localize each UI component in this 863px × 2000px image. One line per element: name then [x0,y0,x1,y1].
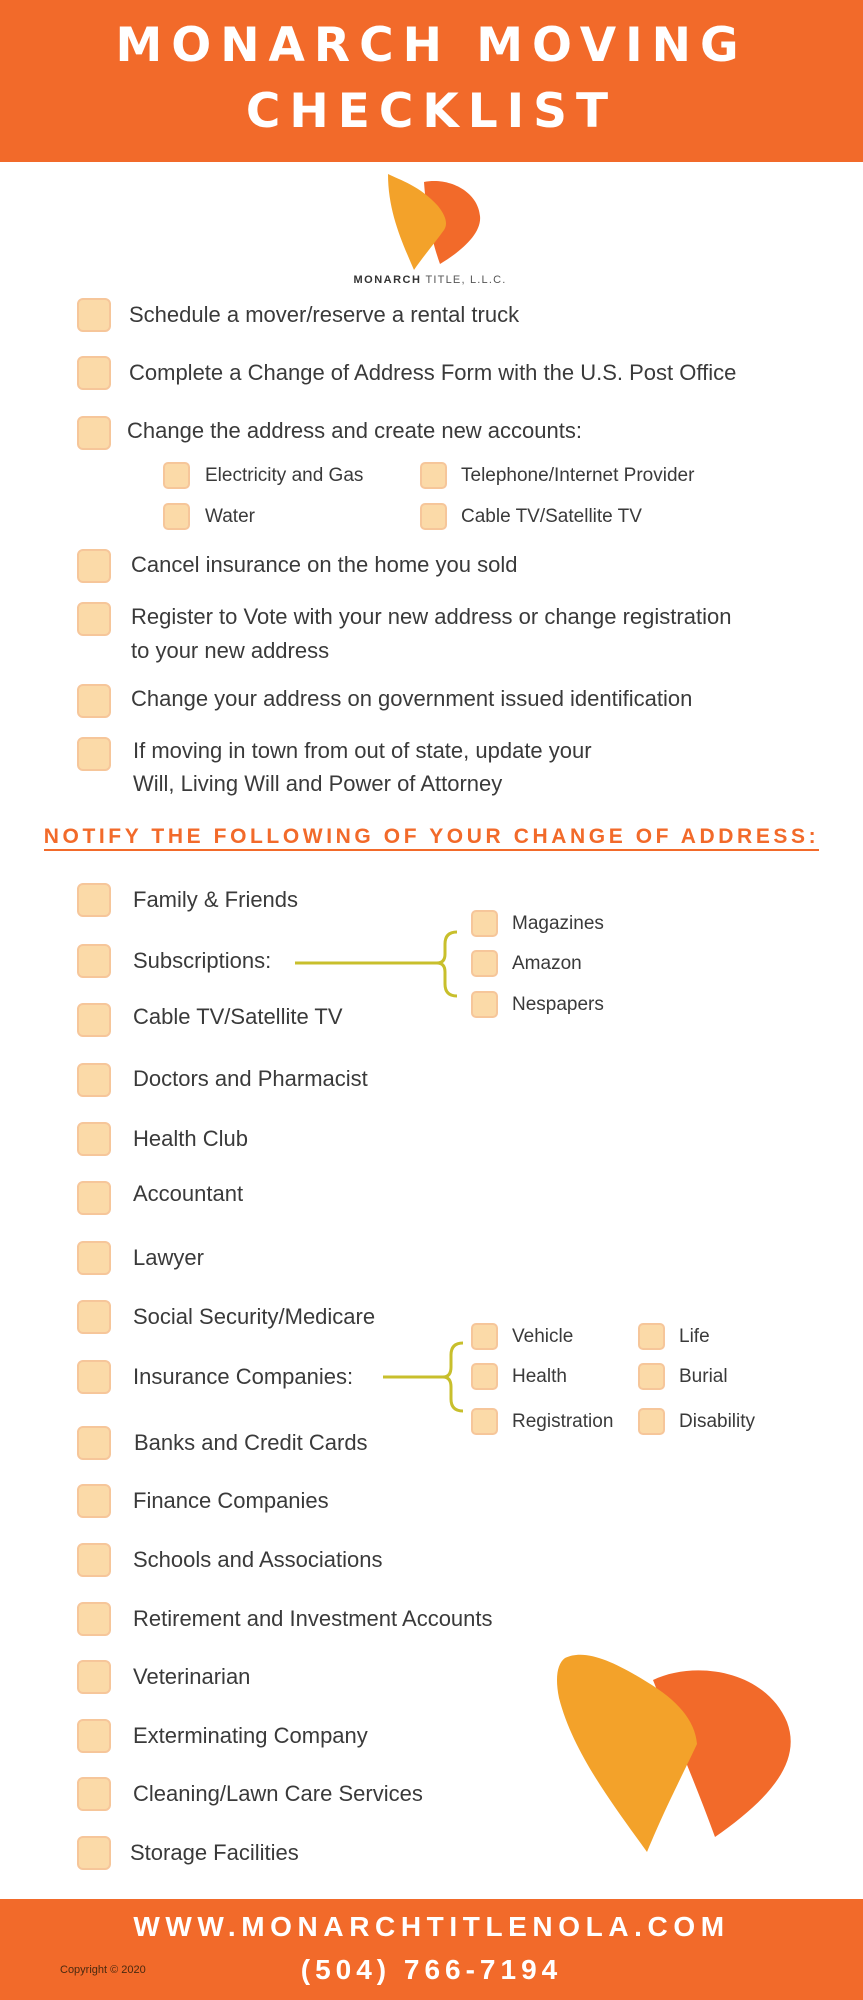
checklist-item: Schedule a mover/reserve a rental truck [129,302,520,327]
checkbox[interactable] [471,950,498,977]
notify-item: Lawyer [133,1245,204,1270]
insurance-item: Disability [679,1411,756,1432]
brand-name-rest: TITLE, L.L.C. [425,274,507,286]
checkbox[interactable] [77,416,111,450]
notify-item: Health Club [133,1126,248,1151]
notify-item: Retirement and Investment Accounts [133,1606,493,1631]
checkbox[interactable] [77,1300,111,1334]
notify-item: Doctors and Pharmacist [133,1066,368,1091]
page-title-line1: MONARCH MOVING [115,18,748,73]
checkbox[interactable] [77,1426,111,1460]
checkbox[interactable] [77,298,111,332]
monarch-wing-logo-icon [555,1652,800,1857]
notify-heading [0,825,863,849]
checklist-item: Complete a Change of Address Form with the U.S. Post Office [129,360,737,385]
subscription-item: Nespapers [512,994,604,1015]
checkbox[interactable] [638,1408,665,1435]
checkbox[interactable] [471,1408,498,1435]
checkbox[interactable] [77,944,111,978]
checklist-item: Change the address and create new accounts: [127,418,582,443]
checkbox[interactable] [77,1836,111,1870]
checkbox[interactable] [77,1063,111,1097]
checkbox[interactable] [163,462,190,489]
checkbox[interactable] [77,1360,111,1394]
checkbox[interactable] [420,462,447,489]
checkbox[interactable] [471,991,498,1018]
header-banner [0,0,863,162]
notify-item: Cable TV/Satellite TV [133,1004,343,1029]
notify-item: Family & Friends [133,887,299,912]
insurance-item: Registration [512,1411,614,1432]
notify-item: Insurance Companies: [133,1364,354,1389]
notify-item: Schools and Associations [133,1547,383,1572]
checklist-item: Change your address on government issued identification [131,686,693,711]
checklist-item: If moving in town from out of state, update your [133,738,592,763]
notify-heading-text: NOTIFY THE FOLLOWING OF YOUR CHANGE OF ADDRESS: [44,825,819,851]
insurance-item: Life [679,1326,710,1347]
footer-banner [0,1899,863,2000]
notify-item: Veterinarian [133,1664,251,1689]
monarch-logo-icon [380,172,490,272]
checkbox[interactable] [638,1363,665,1390]
checkbox[interactable] [77,1003,111,1037]
checklist-item-continued: Will, Living Will and Power of Attorney [133,771,503,796]
notify-item: Social Security/Medicare [133,1304,376,1329]
checklist-item: Register to Vote with your new address or change registration [131,604,732,629]
notify-item: Subscriptions: [133,948,272,973]
checkbox[interactable] [77,1484,111,1518]
insurance-item: Vehicle [512,1326,574,1347]
brand-name [330,274,530,286]
checkbox[interactable] [163,503,190,530]
copyright-text: Copyright © 2020 [60,1964,146,1976]
notify-item: Finance Companies [133,1488,329,1513]
subscription-item: Amazon [512,953,582,974]
insurance-item: Burial [679,1366,728,1387]
checkbox[interactable] [471,1323,498,1350]
website-link[interactable]: WWW.MONARCHTITLENOLA.COM [133,1911,730,1942]
checkbox[interactable] [420,503,447,530]
subscriptions-brace [295,930,465,1000]
checkbox[interactable] [77,1241,111,1275]
checkbox[interactable] [77,549,111,583]
account-item: Water [205,506,255,527]
notify-item: Storage Facilities [130,1840,299,1865]
page-title-line2: CHECKLIST [245,84,618,139]
checkbox[interactable] [77,602,111,636]
checkbox[interactable] [77,1719,111,1753]
checkbox[interactable] [77,1122,111,1156]
checkbox[interactable] [77,737,111,771]
checkbox[interactable] [77,684,111,718]
checkbox[interactable] [77,1543,111,1577]
notify-item: Exterminating Company [133,1723,368,1748]
notify-item: Cleaning/Lawn Care Services [133,1781,423,1806]
account-item: Cable TV/Satellite TV [461,506,642,527]
account-item: Telephone/Internet Provider [461,465,695,486]
insurance-brace [383,1341,473,1413]
checklist-item-continued: to your new address [131,638,330,663]
subscription-item: Magazines [512,913,604,934]
brand-name-bold: MONARCH [353,274,422,286]
checkbox[interactable] [77,1181,111,1215]
checkbox[interactable] [77,1777,111,1811]
notify-item: Accountant [133,1181,244,1206]
checkbox[interactable] [471,1363,498,1390]
checkbox[interactable] [471,910,498,937]
account-item: Electricity and Gas [205,465,364,486]
checkbox[interactable] [638,1323,665,1350]
checkbox[interactable] [77,1660,111,1694]
checkbox[interactable] [77,883,111,917]
insurance-item: Health [512,1366,567,1387]
notify-item: Banks and Credit Cards [134,1430,368,1455]
checkbox[interactable] [77,1602,111,1636]
checklist-item: Cancel insurance on the home you sold [131,552,518,577]
checkbox[interactable] [77,356,111,390]
phone-number[interactable]: (504) 766-7194 [300,1954,563,1985]
